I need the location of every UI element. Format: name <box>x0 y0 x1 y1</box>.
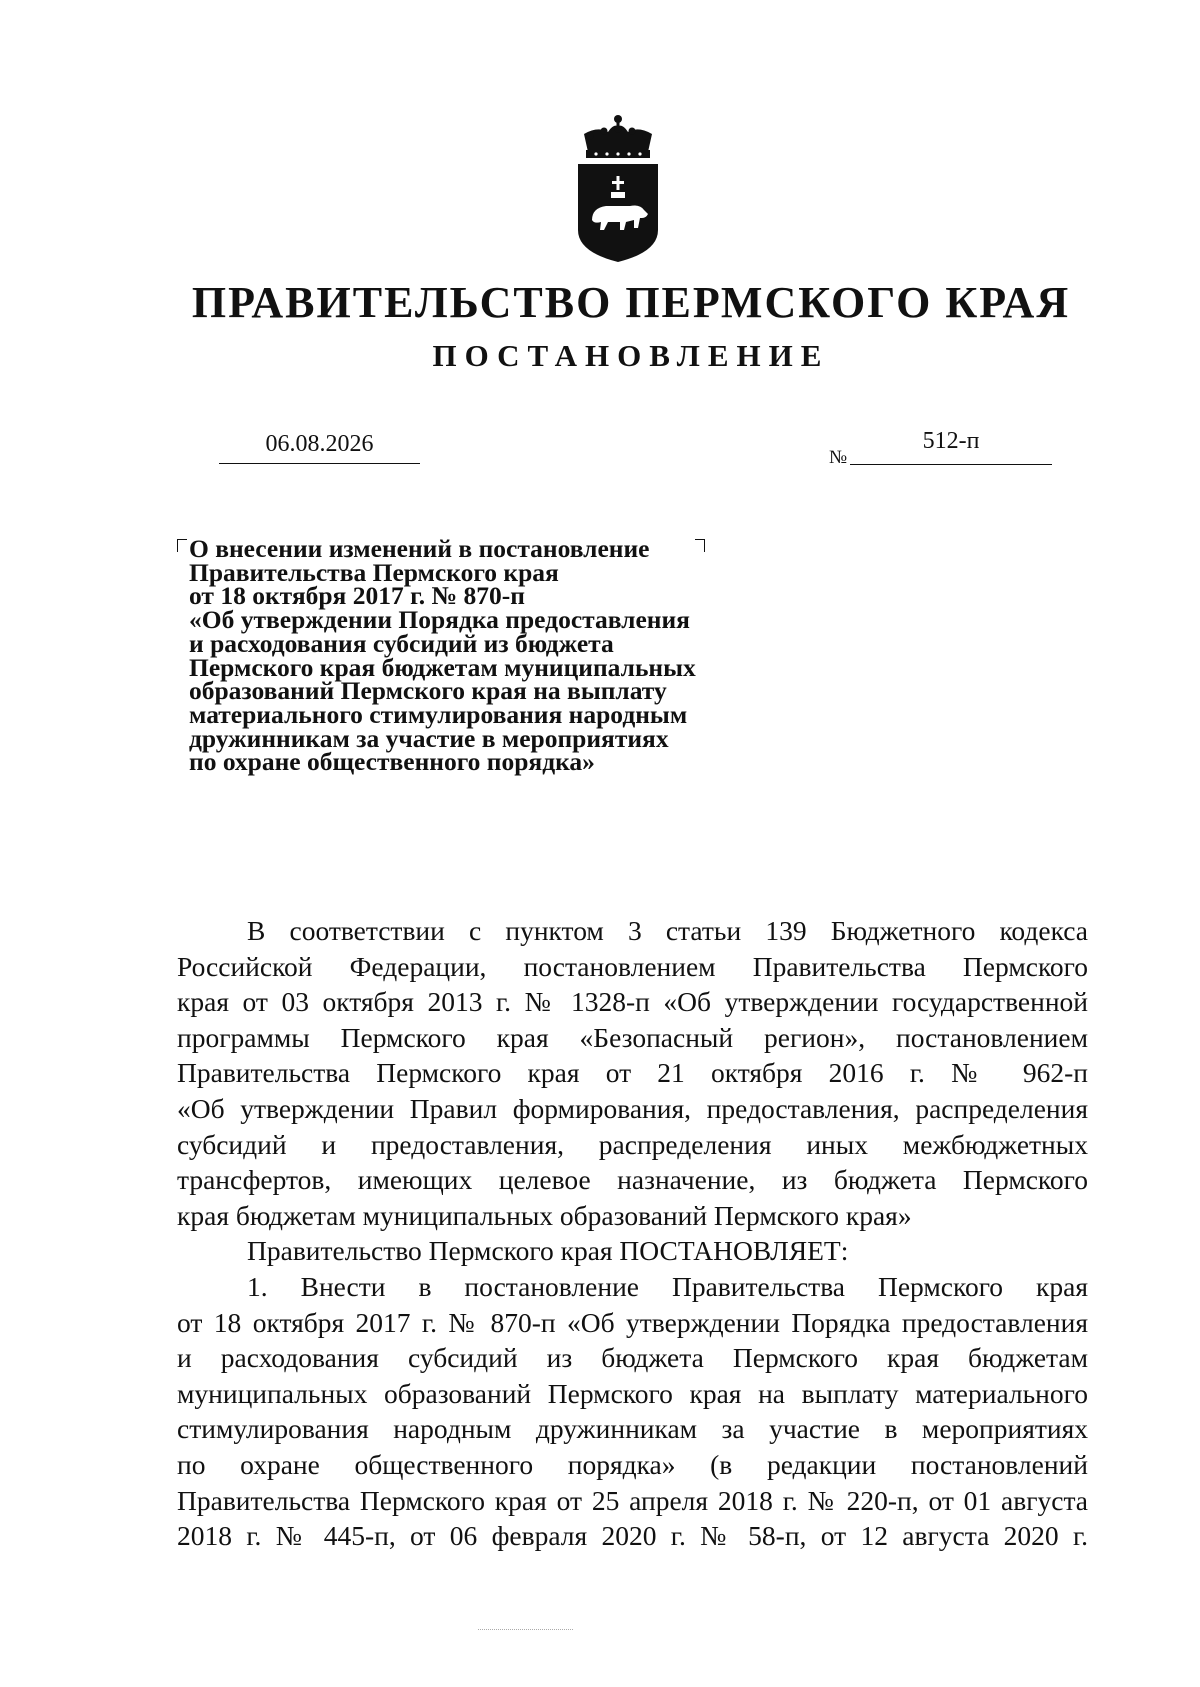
body-line: трансфертов, имеющих целевое назначение, из бюджета Пермского <box>177 1164 1088 1196</box>
document-subject <box>189 534 809 777</box>
body-line: Российской Федерации, постановлением Правительства Пермского <box>177 950 1088 982</box>
document-body <box>177 913 1088 1554</box>
subject-bracket-left <box>177 539 187 552</box>
scan-artifact <box>478 1629 573 1630</box>
subject-line: по охране общественного порядка» <box>189 747 595 777</box>
coat-of-arms-icon <box>568 112 668 264</box>
body-line: Правительства Пермского края от 25 апреля 2018 г. № 220-п, от 01 августа <box>177 1484 1088 1516</box>
body-line: муниципальных образований Пермского края на выплату материального <box>177 1377 1088 1409</box>
subject-line: и расходования субсидий из бюджета <box>189 628 614 658</box>
body-line: края от 03 октября 2013 г. № 1328-п «Об утверждении государственной <box>177 986 1088 1018</box>
subject-line: дружинникам за участие в мероприятиях <box>189 723 669 753</box>
body-line: края бюджетам муниципальных образований Пермского края» <box>177 1199 912 1231</box>
body-line: и расходования субсидий из бюджета Пермского края бюджетам <box>177 1342 1088 1374</box>
body-line: Правительство Пермского края ПОСТАНОВЛЯЕТ: <box>247 1235 849 1267</box>
number-sign: № <box>829 447 848 468</box>
body-line: от 18 октября 2017 г. № 870-п «Об утверждении Порядка предоставления <box>177 1306 1088 1338</box>
subject-line: материального стимулирования народным <box>189 699 688 729</box>
body-line: 2018 г. № 445-п, от 06 февраля 2020 г. № 58-п, от 12 августа 2020 г. <box>177 1520 1088 1552</box>
subject-line: «Об утверждении Порядка предоставления <box>189 605 690 635</box>
body-line: субсидий и предоставления, распределения иных межбюджетных <box>177 1128 1088 1160</box>
subject-line: О внесении изменений в постановление <box>189 534 650 563</box>
subject-line: Пермского края бюджетам муниципальных <box>189 652 696 682</box>
government-title: ПРАВИТЕЛЬСТВО ПЕРМСКОГО КРАЯ <box>191 278 1071 327</box>
body-line: программы Пермского края «Безопасный регион», постановлением <box>177 1021 1088 1053</box>
document-number: 512-п <box>850 424 1052 465</box>
document-type-heading: ПОСТАНОВЛЕНИЕ <box>432 338 830 373</box>
document-date: 06.08.2026 <box>219 427 420 464</box>
subject-line: образований Пермского края на выплату <box>189 676 667 706</box>
body-line: Правительства Пермского края от 21 октября 2016 г. № 962-п <box>177 1057 1088 1089</box>
subject-line: от 18 октября 2017 г. № 870-п <box>189 581 525 611</box>
body-line: «Об утверждении Правил формирования, предоставления, распределения <box>177 1092 1088 1124</box>
body-line: по охране общественного порядка» (в редакции постановлений <box>177 1448 1088 1480</box>
subject-line: Правительства Пермского края <box>189 557 559 587</box>
body-line: В соответствии с пунктом 3 статьи 139 Бюджетного кодекса <box>247 915 1088 946</box>
body-line: стимулирования народным дружинникам за участие в мероприятиях <box>177 1413 1088 1445</box>
body-line: 1. Внести в постановление Правительства Пермского края <box>247 1270 1088 1302</box>
